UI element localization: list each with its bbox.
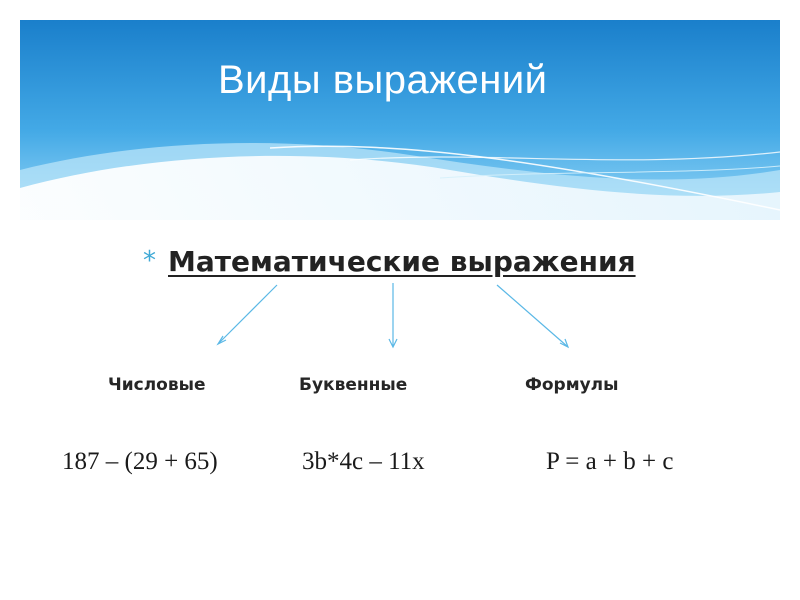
- header-wave-background: [20, 20, 780, 220]
- main-heading: Математические выражения: [168, 245, 636, 278]
- arrow-down-icon: [560, 339, 568, 347]
- category-formulas: Формулы: [525, 375, 619, 395]
- asterisk-bullet-icon: *: [143, 246, 156, 276]
- example-literal: 3b*4c – 11x: [302, 448, 425, 475]
- arrow-left: [218, 285, 277, 344]
- slide-title: Виды выражений: [218, 58, 548, 102]
- example-numeric: 187 – (29 + 65): [62, 448, 218, 475]
- arrow-right: [497, 285, 568, 347]
- arrow-down-icon: [218, 336, 226, 344]
- category-numeric: Числовые: [108, 375, 206, 395]
- example-formula: P = a + b + c: [546, 448, 674, 475]
- category-literal: Буквенные: [299, 375, 408, 395]
- arrow-down-icon: [389, 339, 397, 347]
